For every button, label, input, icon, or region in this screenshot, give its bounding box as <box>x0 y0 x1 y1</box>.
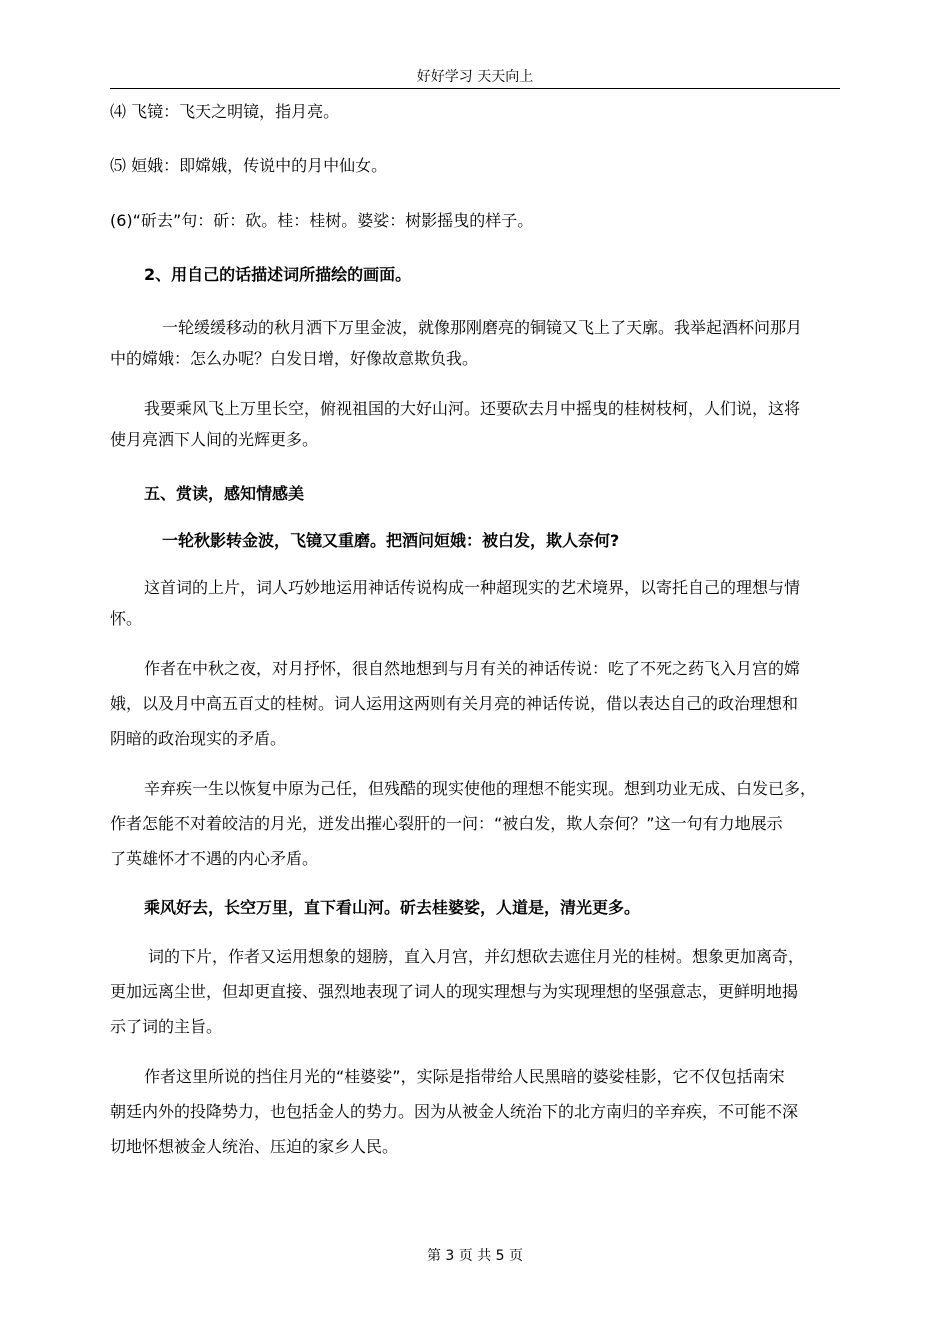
note-5: ⑸ 姮娥：即嫦娥，传说中的月中仙女。 <box>110 156 388 175</box>
paragraph-line: 一轮缓缓移动的秋月洒下万里金波，就像那刚磨亮的铜镜又飞上了天廓。我举起酒杯问那月 <box>162 318 803 337</box>
paragraph-line: 作者怎能不对着皎洁的月光，迸发出摧心裂肝的一问：“被白发，欺人奈何？”这一句有力地展示 <box>110 814 783 833</box>
header-text: 好好学习 天天向上 <box>416 69 534 85</box>
paragraph-line: 了英雄怀才不遇的内心矛盾。 <box>110 849 319 868</box>
paragraph-line: 词的下片，作者又运用想象的翅膀，直入月宫，并幻想砍去遮住月光的桂树。想象更加离奇， <box>148 947 805 966</box>
paragraph-line: 切地怀想被金人统治、压迫的家乡人民。 <box>110 1137 399 1156</box>
paragraph-line: 这首词的上片，词人巧妙地运用神话传说构成一种超现实的艺术境界，以寄托自己的理想与情 <box>144 578 801 597</box>
page-header <box>110 66 840 89</box>
paragraph-line: 娥，以及月中高五百丈的桂树。词人运用这两则有关月亮的神话传说，借以表达自己的政治理想和 <box>110 694 799 713</box>
paragraph-line: 更加远离尘世，但却更直接、强烈地表现了词人的现实理想与为实现理想的坚强意志，更鲜明地揭 <box>110 982 799 1001</box>
paragraph-line: 示了词的主旨。 <box>110 1017 223 1036</box>
paragraph-line: 我要乘风飞上万里长空，俯视祖国的大好山河。还要砍去月中摇曳的桂树枝柯，人们说，这将 <box>144 399 801 418</box>
paragraph-line: 使月亮洒下人间的光辉更多。 <box>110 430 319 449</box>
section-heading-5: 五、赏读，感知情感美 <box>144 484 305 503</box>
paragraph-line: 朝廷内外的投降势力，也包括金人的势力。因为从被金人统治下的北方南归的辛弃疾，不可能不深 <box>110 1102 799 1121</box>
poem-quote-upper: 一轮秋影转金波，飞镜又重磨。把酒问姮娥：被白发，欺人奈何? <box>162 531 620 550</box>
paragraph-line: 阴暗的政治现实的矛盾。 <box>110 729 287 748</box>
paragraph-line: 辛弃疾一生以恢复中原为己任，但残酷的现实使他的理想不能实现。想到功业无成、白发已多， <box>144 779 817 798</box>
paragraph-line: 怀。 <box>110 609 143 628</box>
section-heading-2: 2、用自己的话描述词所描绘的画面。 <box>144 265 412 284</box>
paragraph-line: 作者这里所说的挡住月光的“桂婆娑”，实际是指带给人民黑暗的婆娑桂影，它不仅包括南宋 <box>144 1067 785 1086</box>
note-6: (6)“斫去”句：斫：砍。桂：桂树。婆娑：树影摇曳的样子。 <box>110 211 534 230</box>
paragraph-line: 中的嫦娥：怎么办呢？白发日增，好像故意欺负我。 <box>110 349 479 368</box>
page-number: 第 3 页 共 5 页 <box>426 1248 524 1264</box>
document-body <box>110 90 840 1162</box>
page-footer <box>0 1246 950 1266</box>
paragraph-line: 作者在中秋之夜，对月抒怀，很自然地想到与月有关的神话传说：吃了不死之药飞入月宫的嫦 <box>144 659 801 678</box>
poem-quote-lower: 乘风好去，长空万里，直下看山河。斫去桂婆娑，人道是，清光更多。 <box>144 898 641 917</box>
note-4: ⑷ 飞镜：飞天之明镜，指月亮。 <box>110 102 340 121</box>
